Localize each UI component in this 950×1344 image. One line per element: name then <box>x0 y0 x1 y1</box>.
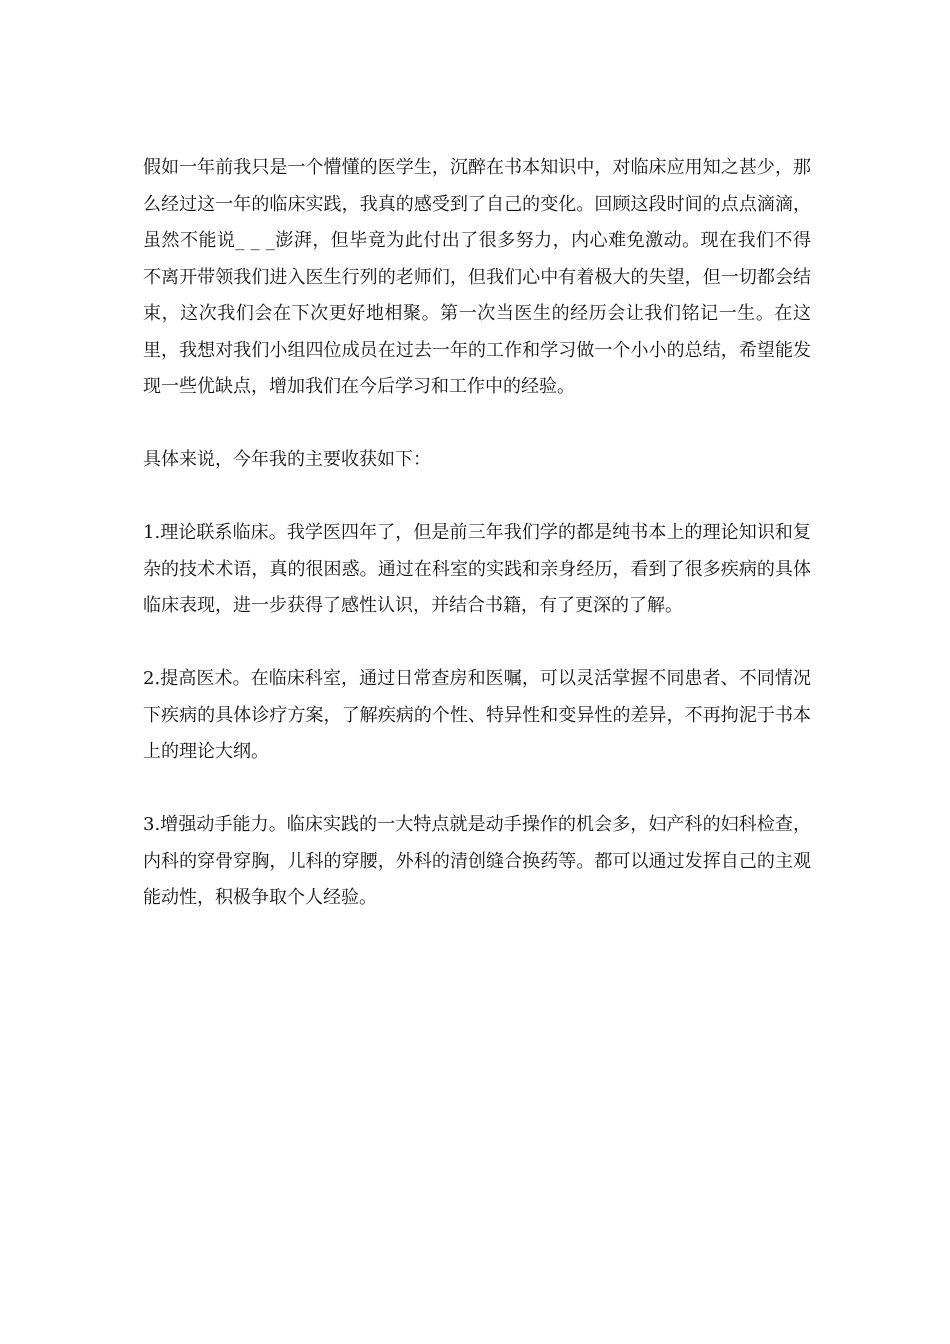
document-body <box>143 150 811 917</box>
paragraph-item-1: 1.理论联系临床。我学医四年了，但是前三年我们学的都是纯书本上的理论知识和复杂的技术术语，真的很困惑。通过在科室的实践和亲身经历，看到了很多疾病的具体临床表现，进一步获得了感性认识，并结合书籍，有了更深的了解。 <box>143 522 811 616</box>
paragraph-summary-lead: 具体来说，今年我的主要收获如下： <box>143 449 431 470</box>
paragraph-item-3: 3.增强动手能力。临床实践的一大特点就是动手操作的机会多，妇产科的妇科检查，内科的穿骨穿胸，儿科的穿腰，外科的清创缝合换药等。都可以通过发挥自己的主观能动性，积极争取个人经验。 <box>143 814 811 908</box>
paragraph-item-2: 2.提高医术。在临床科室，通过日常查房和医嘱，可以灵活掌握不同患者、不同情况下疾病的具体诊疗方案，了解疾病的个性、特异性和变异性的差异，不再拘泥于书本上的理论大纲。 <box>143 668 811 762</box>
paragraph-intro: 假如一年前我只是一个懵懂的医学生，沉醉在书本知识中，对临床应用知之甚少，那么经过这一年的临床实践，我真的感受到了自己的变化。回顾这段时间的点点滴滴，虽然不能说_ _ _澎湃，但毕竟为此付出了很多努力，内心难免激动。现在我们不得不离开带领我们进入医生行列的老师们，但我们心中有着极大的失望，但一切都会结束，这次我们会在下次更好地相聚。第一次当医生的经历会让我们铭记一生。在这里，我想对我们小组四位成员在过去一年的工作和学习做一个小小的总结，希望能发现一些优缺点，增加我们在今后学习和工作中的经验。 <box>143 157 811 397</box>
